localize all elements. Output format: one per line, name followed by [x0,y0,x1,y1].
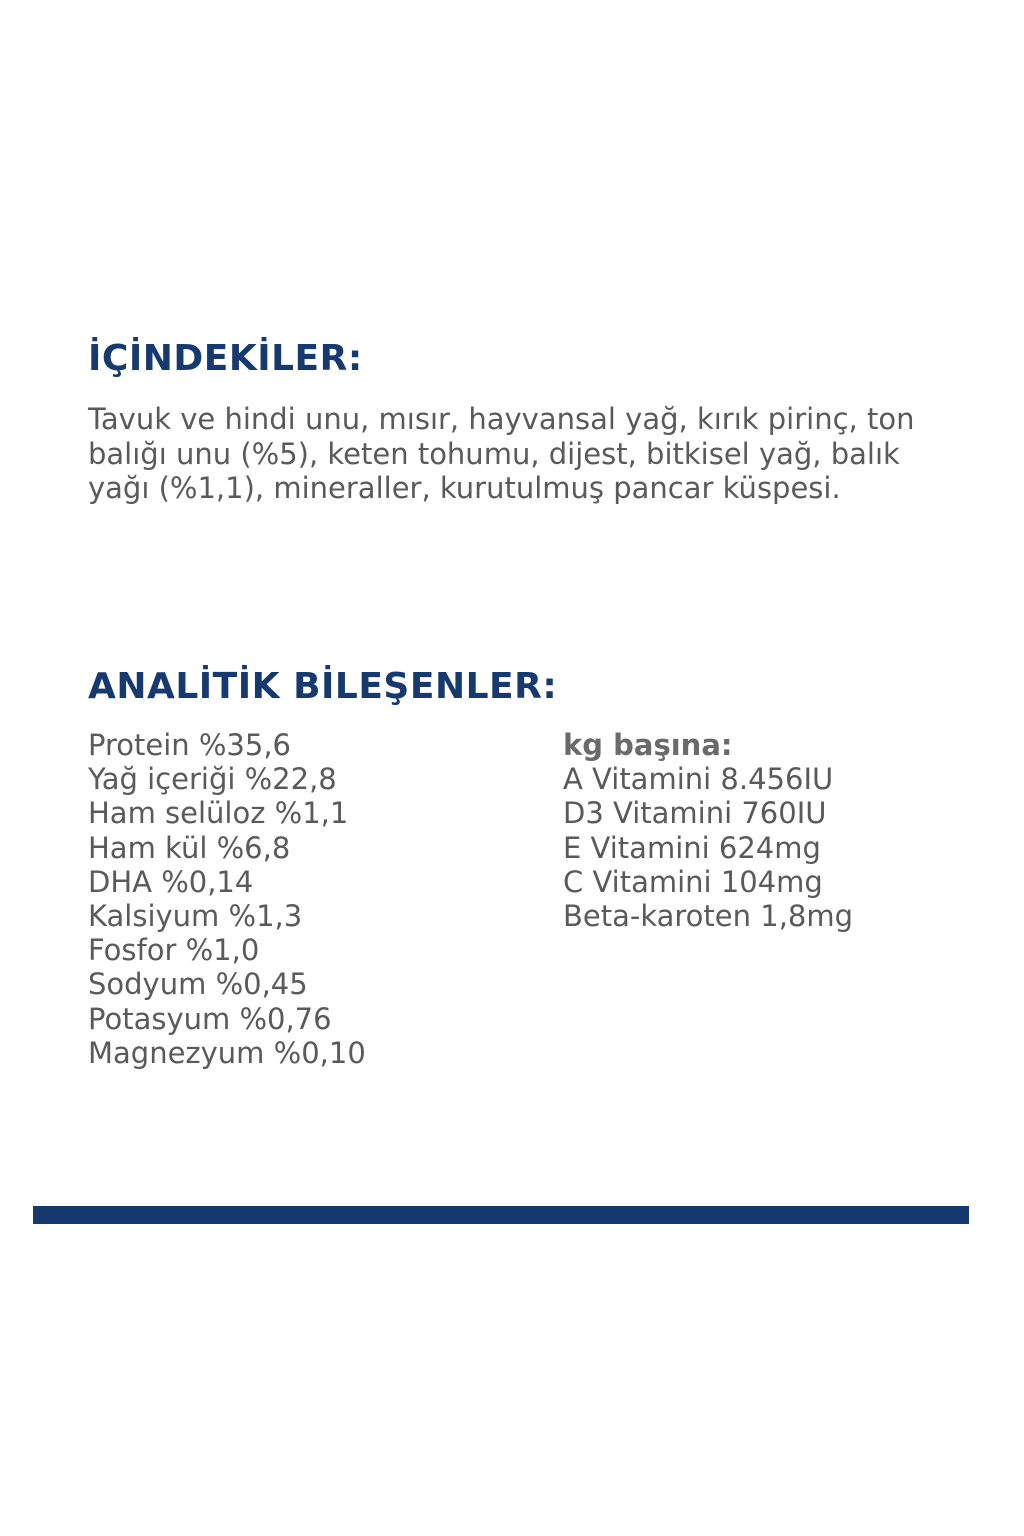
analytic-list-left [88,728,366,1070]
vitamin-e-item: E Vitamini 624mg [563,830,821,865]
vitamin-c-item: C Vitamini 104mg [563,864,823,899]
beta-carotene-item: Beta-karoten 1,8mg [563,899,854,934]
ingredients-heading: İÇİNDEKİLER: [88,338,363,379]
analytic-item-fat: Yağ içeriği %22,8 [88,762,337,797]
analytic-item-potassium: Potasyum %0,76 [88,1001,332,1036]
analytic-item-magnesium: Magnezyum %0,10 [88,1035,366,1070]
analytic-heading: ANALİTİK BİLEŞENLER: [88,666,558,707]
analytic-item-sodium: Sodyum %0,45 [88,967,308,1002]
bottom-divider-bar [33,1206,969,1224]
ingredients-text: Tavuk ve hindi unu, mısır, hayvansal yağ, kırık pirinç, ton balığı unu (%5), keten tohumu, dijest, bitkisel yağ, balık yağı (%1,1), mineraller, kurutulmuş pancar küspesi. [88,402,915,505]
analytic-item-phosphorus: Fosfor %1,0 [88,933,260,968]
vitamin-a-item: A Vitamini 8.456IU [563,762,834,797]
analytic-item-crude-ash: Ham kül %6,8 [88,830,291,865]
analytic-list-right [563,728,853,933]
analytic-item-crude-fiber: Ham selüloz %1,1 [88,796,349,831]
analytic-item-calcium: Kalsiyum %1,3 [88,899,303,934]
per-kg-title: kg başına: [563,728,733,762]
vitamin-d3-item: D3 Vitamini 760IU [563,796,827,831]
analytic-item-protein: Protein %35,6 [88,728,291,762]
analytic-item-dha: DHA %0,14 [88,864,254,899]
